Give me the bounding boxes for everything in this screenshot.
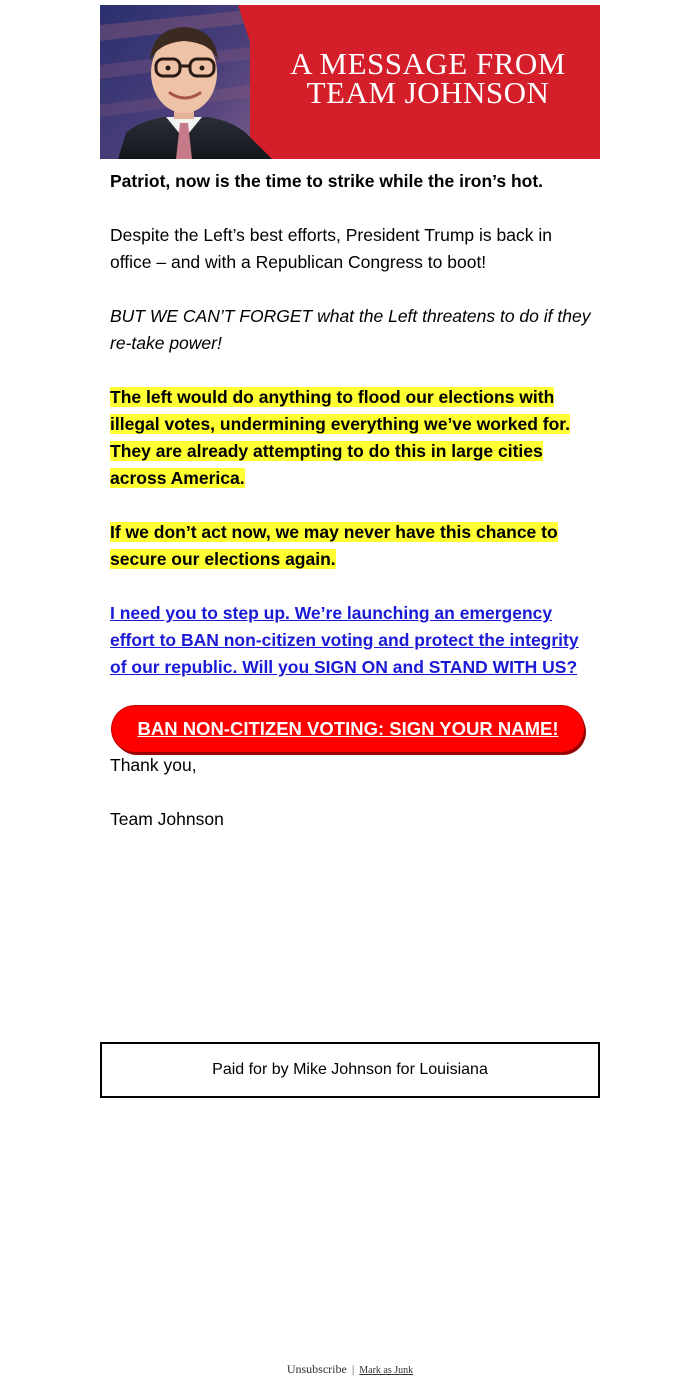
email-footer <box>0 1362 700 1377</box>
banner-title-line1: A MESSAGE FROM <box>290 46 566 81</box>
signature: Team Johnson <box>110 809 224 829</box>
header-banner <box>100 5 600 159</box>
highlight-text-2: If we don’t act now, we may never have this chance to secure our elections again. <box>110 522 558 569</box>
email-body <box>110 168 595 860</box>
mark-as-junk-link[interactable]: Mark as Junk <box>359 1365 414 1376</box>
paragraph-cta <box>110 600 595 681</box>
sign-name-button[interactable]: BAN NON-CITIZEN VOTING: SIGN YOUR NAME! <box>112 706 584 752</box>
unsubscribe-link[interactable]: Unsubscribe <box>286 1362 347 1376</box>
banner-title <box>278 46 578 110</box>
highlight-text-1: The left would do anything to flood our elections with illegal votes, undermining everything we’ve worked for. They are already attempting to do this in large cities across America. <box>110 387 570 488</box>
paragraph-warning: BUT WE CAN’T FORGET what the Left threatens to do if they re-take power! <box>110 306 591 353</box>
thanks-line: Thank you, <box>110 755 197 775</box>
footer-separator: | <box>351 1362 355 1376</box>
paragraph-highlight-2 <box>110 519 595 573</box>
banner-title-line2: TEAM JOHNSON <box>306 75 550 110</box>
paid-for-disclaimer: Paid for by Mike Johnson for Louisiana <box>100 1042 600 1098</box>
cta-link[interactable]: I need you to step up. We’re launching an emergency effort to BAN non-citizen voting and protect the integrity of our republic. Will you SIGN ON and STAND WITH US? <box>110 603 579 677</box>
opening-line: Patriot, now is the time to strike while the iron’s hot. <box>110 171 544 191</box>
paragraph-highlight-1 <box>110 384 595 492</box>
paragraph-trump: Despite the Left’s best efforts, President Trump is back in office – and with a Republican Congress to boot! <box>110 225 552 272</box>
